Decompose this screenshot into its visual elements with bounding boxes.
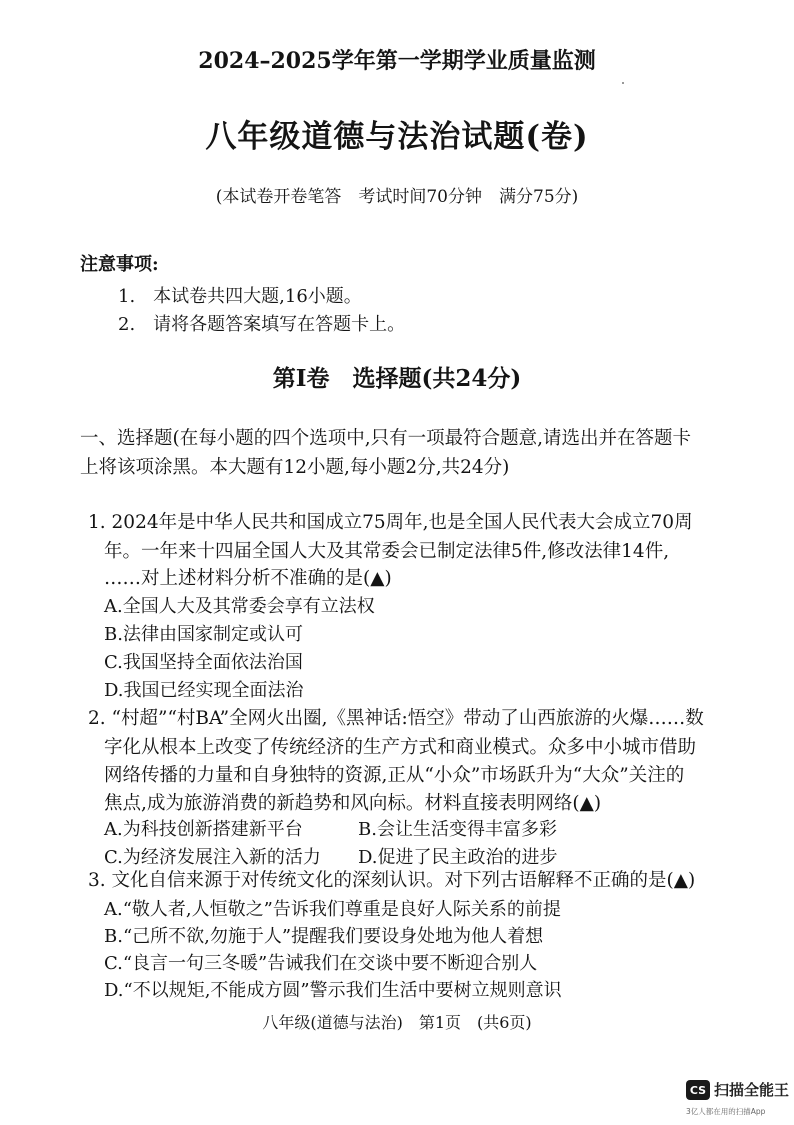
question-stem: 2. “村超”“村BA”全网火出圈,《黑神话:悟空》带动了山西旅游的火爆……数 (88, 708, 704, 729)
section-instructions: 上将该项涂黑。本大题有12小题,每小题2分,共24分) (80, 457, 510, 478)
option-b: B.会让生活变得丰富多彩 (358, 819, 557, 840)
paper-title: 八年级道德与法治试题(卷) (205, 119, 589, 155)
option-c: C.“良言一句三冬暖”告诫我们在交谈中要不断迎合别人 (104, 953, 538, 974)
notice-item: 2. 请将各题答案填写在答题卡上。 (118, 314, 406, 335)
camscanner-logo-icon: CS (686, 1080, 710, 1100)
exam-info: (本试卷开卷笔答 考试时间70分钟 满分75分) (215, 187, 579, 207)
section-title: 第Ⅰ卷 选择题(共24分) (272, 365, 522, 392)
option-c: C.为经济发展注入新的活力 (104, 847, 321, 868)
notice-item: 1. 本试卷共四大题,16小题。 (118, 286, 362, 307)
exam-title: 2024–2025学年第一学期学业质量监测 (198, 48, 596, 74)
question-stem: 焦点,成为旅游消费的新趋势和风向标。材料直接表明网络(▲) (104, 793, 602, 814)
option-c: C.我国坚持全面依法治国 (104, 652, 303, 673)
question-stem: 年。一年来十四届全国人大及其常委会已制定法律5件,修改法律14件, (104, 541, 670, 562)
option-d: D.“不以规矩,不能成方圆”警示我们生活中要树立规则意识 (104, 980, 562, 1001)
option-a: A.“敬人者,人恒敬之”告诉我们尊重是良好人际关系的前提 (104, 899, 561, 920)
scanner-tagline: 3亿人都在用的扫描App (686, 1107, 766, 1116)
question-stem: 1. 2024年是中华人民共和国成立75周年,也是全国人民代表大会成立70周 (88, 512, 693, 533)
option-a: A.为科技创新搭建新平台 (104, 819, 303, 840)
option-d: D.促进了民主政治的进步 (358, 847, 558, 868)
question-stem: 3. 文化自信来源于对传统文化的深刻认识。对下列古语解释不正确的是(▲) (88, 870, 696, 891)
notice-heading: 注意事项: (80, 254, 159, 275)
question-stem: 网络传播的力量和自身独特的资源,正从“小众”市场跃升为“大众”关注的 (104, 765, 685, 786)
option-a: A.全国人大及其常委会享有立法权 (104, 596, 375, 617)
section-instructions: 一、选择题(在每小题的四个选项中,只有一项最符合题意,请选出并在答题卡 (80, 428, 691, 449)
option-b: B.“己所不欲,勿施于人”提醒我们要设身处地为他人着想 (104, 926, 544, 947)
option-b: B.法律由国家制定或认可 (104, 624, 303, 645)
page-footer: 八年级(道德与法治) 第1页 (共6页) (262, 1013, 532, 1032)
scanner-app-name: 扫描全能王 (714, 1081, 790, 1099)
option-d: D.我国已经实现全面法治 (104, 680, 304, 701)
question-stem: ……对上述材料分析不准确的是(▲) (104, 568, 392, 589)
question-stem: 字化从根本上改变了传统经济的生产方式和商业模式。众多中小城市借助 (104, 737, 697, 758)
scan-speck (622, 82, 624, 84)
